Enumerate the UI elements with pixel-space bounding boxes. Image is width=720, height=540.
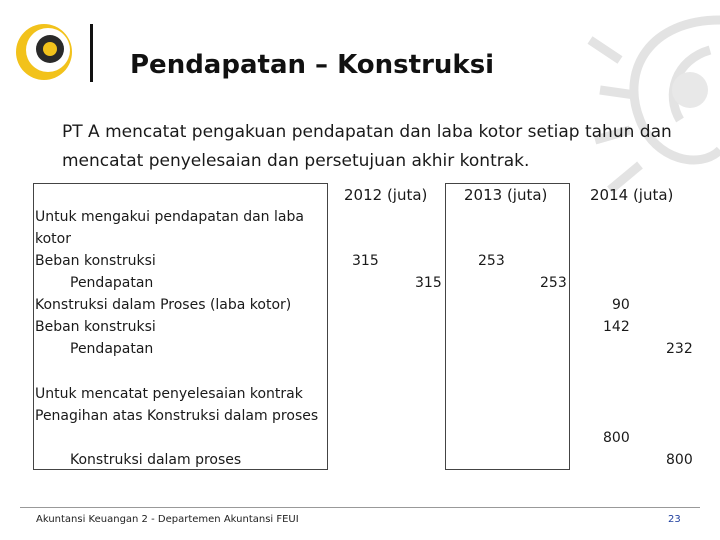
- section-heading-text: Untuk mengakui pendapatan dan laba kotor: [35, 209, 304, 247]
- value-2013-debit: 253: [478, 253, 505, 269]
- page-number: 23: [668, 514, 681, 525]
- value-2013-credit: 253: [540, 275, 567, 291]
- footer-divider: [20, 507, 700, 508]
- section-heading-recognize: [35, 206, 325, 250]
- value-2012-credit: 315: [415, 275, 442, 291]
- header-2012: 2012 (juta): [344, 186, 428, 204]
- title-divider: [90, 24, 93, 82]
- header-2014: 2014 (juta): [590, 186, 674, 204]
- row-label: Konstruksi dalam Proses (laba kotor): [35, 297, 292, 313]
- header-2013: 2013 (juta): [464, 186, 548, 204]
- row-label: Beban konstruksi: [35, 319, 156, 335]
- section-heading-complete: Untuk mencatat penyelesaian kontrak: [35, 386, 303, 402]
- footer-text: Akuntansi Keuangan 2 - Departemen Akuntansi FEUI: [36, 514, 299, 525]
- value-2014-credit: 800: [666, 452, 693, 468]
- row-label-text: Penagihan atas Konstruksi dalam proses: [35, 408, 319, 424]
- value-2014-debit: 800: [603, 430, 630, 446]
- table-2013-column: [445, 183, 570, 470]
- intro-text: PT A mencatat pengakuan pendapatan dan laba kotor setiap tahun dan mencatat penyelesaian dan persetujuan akhir kontrak.: [62, 122, 672, 171]
- university-logo: [14, 22, 74, 82]
- page-title: Pendapatan – Konstruksi: [130, 50, 495, 80]
- row-label: Beban konstruksi: [35, 253, 156, 269]
- row-label: Pendapatan: [70, 275, 154, 291]
- row-label: Konstruksi dalam proses: [70, 452, 242, 468]
- value-2014-credit: 232: [666, 341, 693, 357]
- value-2012-debit: 315: [352, 253, 379, 269]
- value-2014-debit: 90: [612, 297, 630, 313]
- row-label: [35, 405, 325, 427]
- value-2014-debit: 142: [603, 319, 630, 335]
- row-label: Pendapatan: [70, 341, 154, 357]
